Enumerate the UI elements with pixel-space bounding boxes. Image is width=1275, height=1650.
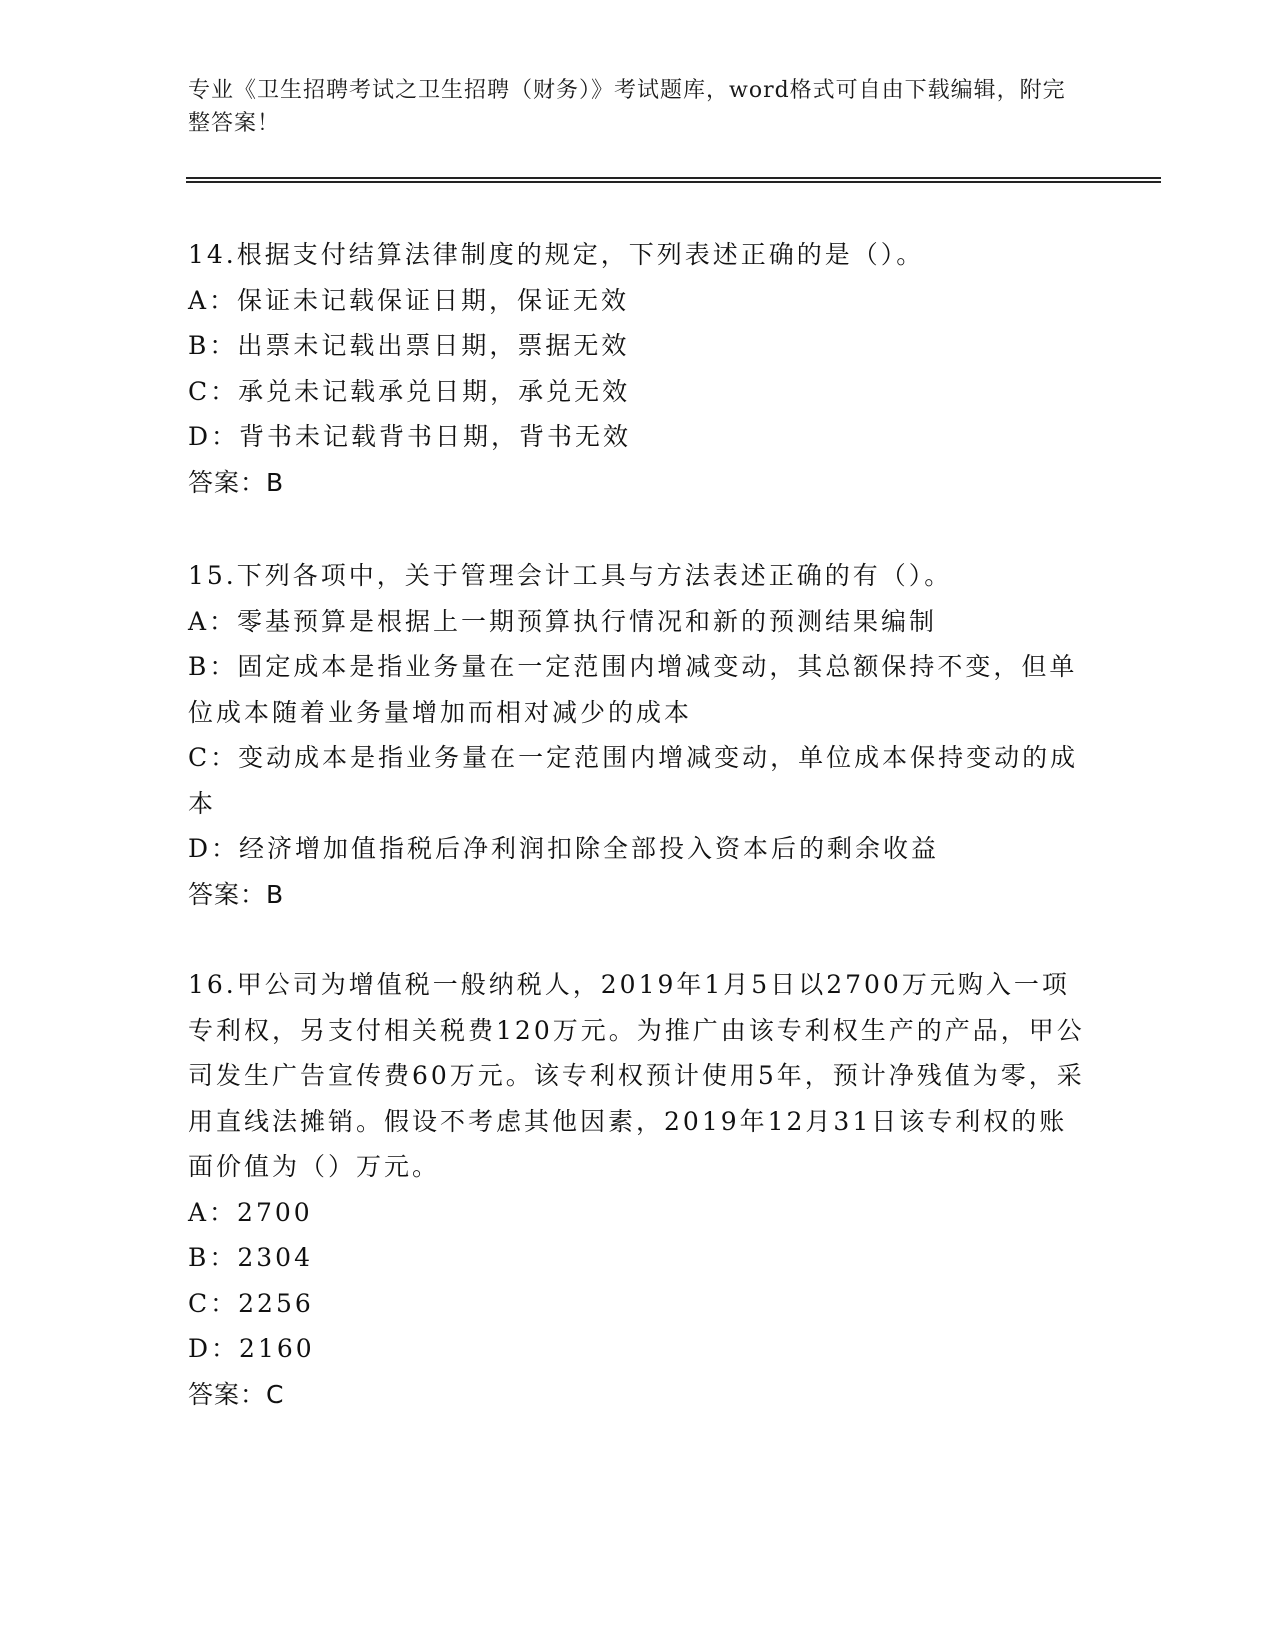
option-b: B：出票未记载出票日期，票据无效: [188, 331, 630, 360]
option-a: A：保证未记载保证日期，保证无效: [188, 285, 630, 315]
option-d: D：背书未记载背书日期，背书无效: [188, 422, 632, 451]
option-c: C：变动成本是指业务量在一定范围内增减变动，单位成本保持变动的成本: [188, 743, 1079, 818]
answer: 答案：C: [188, 1379, 285, 1409]
option-c: C：承兑未记载承兑日期，承兑无效: [188, 376, 631, 406]
option-d: D：经济增加值指税后净利润扣除全部投入资本后的剩余收益: [188, 834, 940, 863]
header-double-rule: [186, 177, 1161, 183]
question-14: [188, 232, 1088, 505]
document-header: 专业《卫生招聘考试之卫生招聘（财务）》考试题库，word格式可自由下载编辑，附完整答案！: [188, 78, 1066, 136]
option-a: A：零基预算是根据上一期预算执行情况和新的预测结果编制: [188, 606, 938, 636]
option-a: A：2700: [188, 1197, 313, 1227]
option-d: D：2160: [188, 1334, 315, 1363]
question-16: [188, 962, 1088, 1417]
answer: 答案：B: [188, 467, 285, 497]
question-stem: 14.根据支付结算法律制度的规定，下列表述正确的是（）。: [188, 240, 925, 269]
question-stem: 15.下列各项中，关于管理会计工具与方法表述正确的有（）。: [188, 561, 953, 590]
question-15: [188, 553, 1088, 917]
answer: 答案：B: [188, 879, 285, 909]
question-stem: 16.甲公司为增值税一般纳税人，2019年1月5日以2700万元购入一项专利权，另支付相关税费120万元。为推广由该专利权生产的产品，甲公司发生广告宣传费60万元。该专利权预计使用5年，预计净残值为零，采用直线法摊销。假设不考虑其他因素，2019年12月31日该专利权的账面价值为（）万元。: [188, 970, 1085, 1181]
option-b: B：2304: [188, 1243, 313, 1272]
option-c: C：2256: [188, 1288, 314, 1318]
option-b: B：固定成本是指业务量在一定范围内增减变动，其总额保持不变，但单位成本随着业务量增加而相对减少的成本: [188, 652, 1078, 727]
